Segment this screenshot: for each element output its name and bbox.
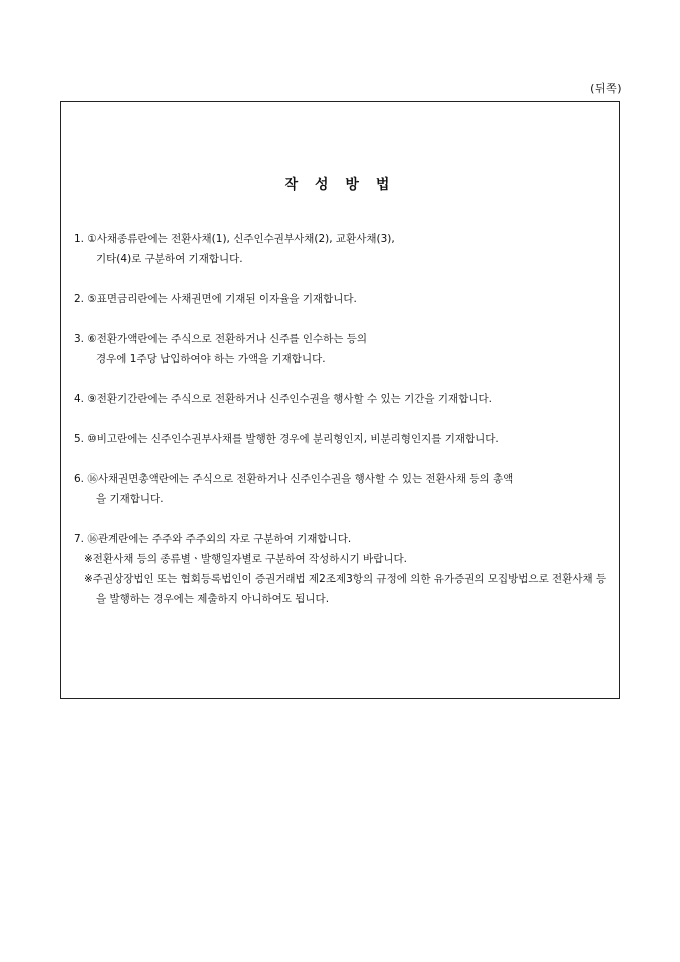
instruction-item-2: [74, 289, 609, 309]
instruction-item-2-line1: 2. ⑤표면금리란에는 사채권면에 기재된 이자율을 기재합니다.: [74, 293, 357, 305]
instruction-item-6: [74, 469, 609, 509]
instruction-item-7: [74, 529, 609, 549]
instructions-frame: [60, 101, 620, 699]
instruction-item-3-line2: 경우에 1주당 납입하여야 하는 가액을 기재합니다.: [96, 353, 326, 365]
instruction-item-6-line1: 6. ⑯사채권면총액란에는 주식으로 전환하거나 신주인수권을 행사할 수 있는 전환사채 등의 총액: [74, 473, 514, 485]
page-title: 작 성 방 법: [284, 177, 396, 193]
instruction-item-5: [74, 429, 609, 449]
instruction-item-4-line1: 4. ⑨전환기간란에는 주식으로 전환하거나 신주인수권을 행사할 수 있는 기간을 기재합니다.: [74, 393, 492, 405]
instruction-item-1-line1: 1. ①사채종류란에는 전환사채(1), 신주인수권부사채(2), 교환사채(3),: [74, 233, 395, 245]
instruction-item-7-line1: 7. ⑯관계란에는 주주와 주주외의 자로 구분하여 기재합니다.: [74, 533, 352, 545]
back-side-label: (뒤쪽): [590, 82, 622, 95]
instruction-item-4: [74, 389, 609, 409]
instruction-item-1-line2: 기타(4)로 구분하여 기재합니다.: [96, 253, 243, 265]
instruction-item-3-line1: 3. ⑥전환가액란에는 주식으로 전환하거나 신주를 인수하는 등의: [74, 333, 368, 345]
instruction-item-6-line2: 을 기재합니다.: [96, 493, 164, 505]
instruction-item-3: [74, 329, 609, 369]
instruction-item-1: [74, 229, 609, 269]
note-1: ※전환사채 등의 종류별ㆍ발행일자별로 구분하여 작성하시기 바랍니다.: [84, 553, 407, 565]
note-2: ※주권상장법인 또는 협회등록법인이 증권거래법 제2조제3항의 규정에 의한 유가증권의 모집방법으로 전환사채 등을 발행하는 경우에는 제출하지 아니하여도 됩니다.: [84, 573, 607, 605]
instruction-item-5-line1: 5. ⑩비고란에는 신주인수권부사채를 발행한 경우에 분리형인지, 비분리형인지를 기재합니다.: [74, 433, 499, 445]
instructions-list: [74, 229, 609, 609]
